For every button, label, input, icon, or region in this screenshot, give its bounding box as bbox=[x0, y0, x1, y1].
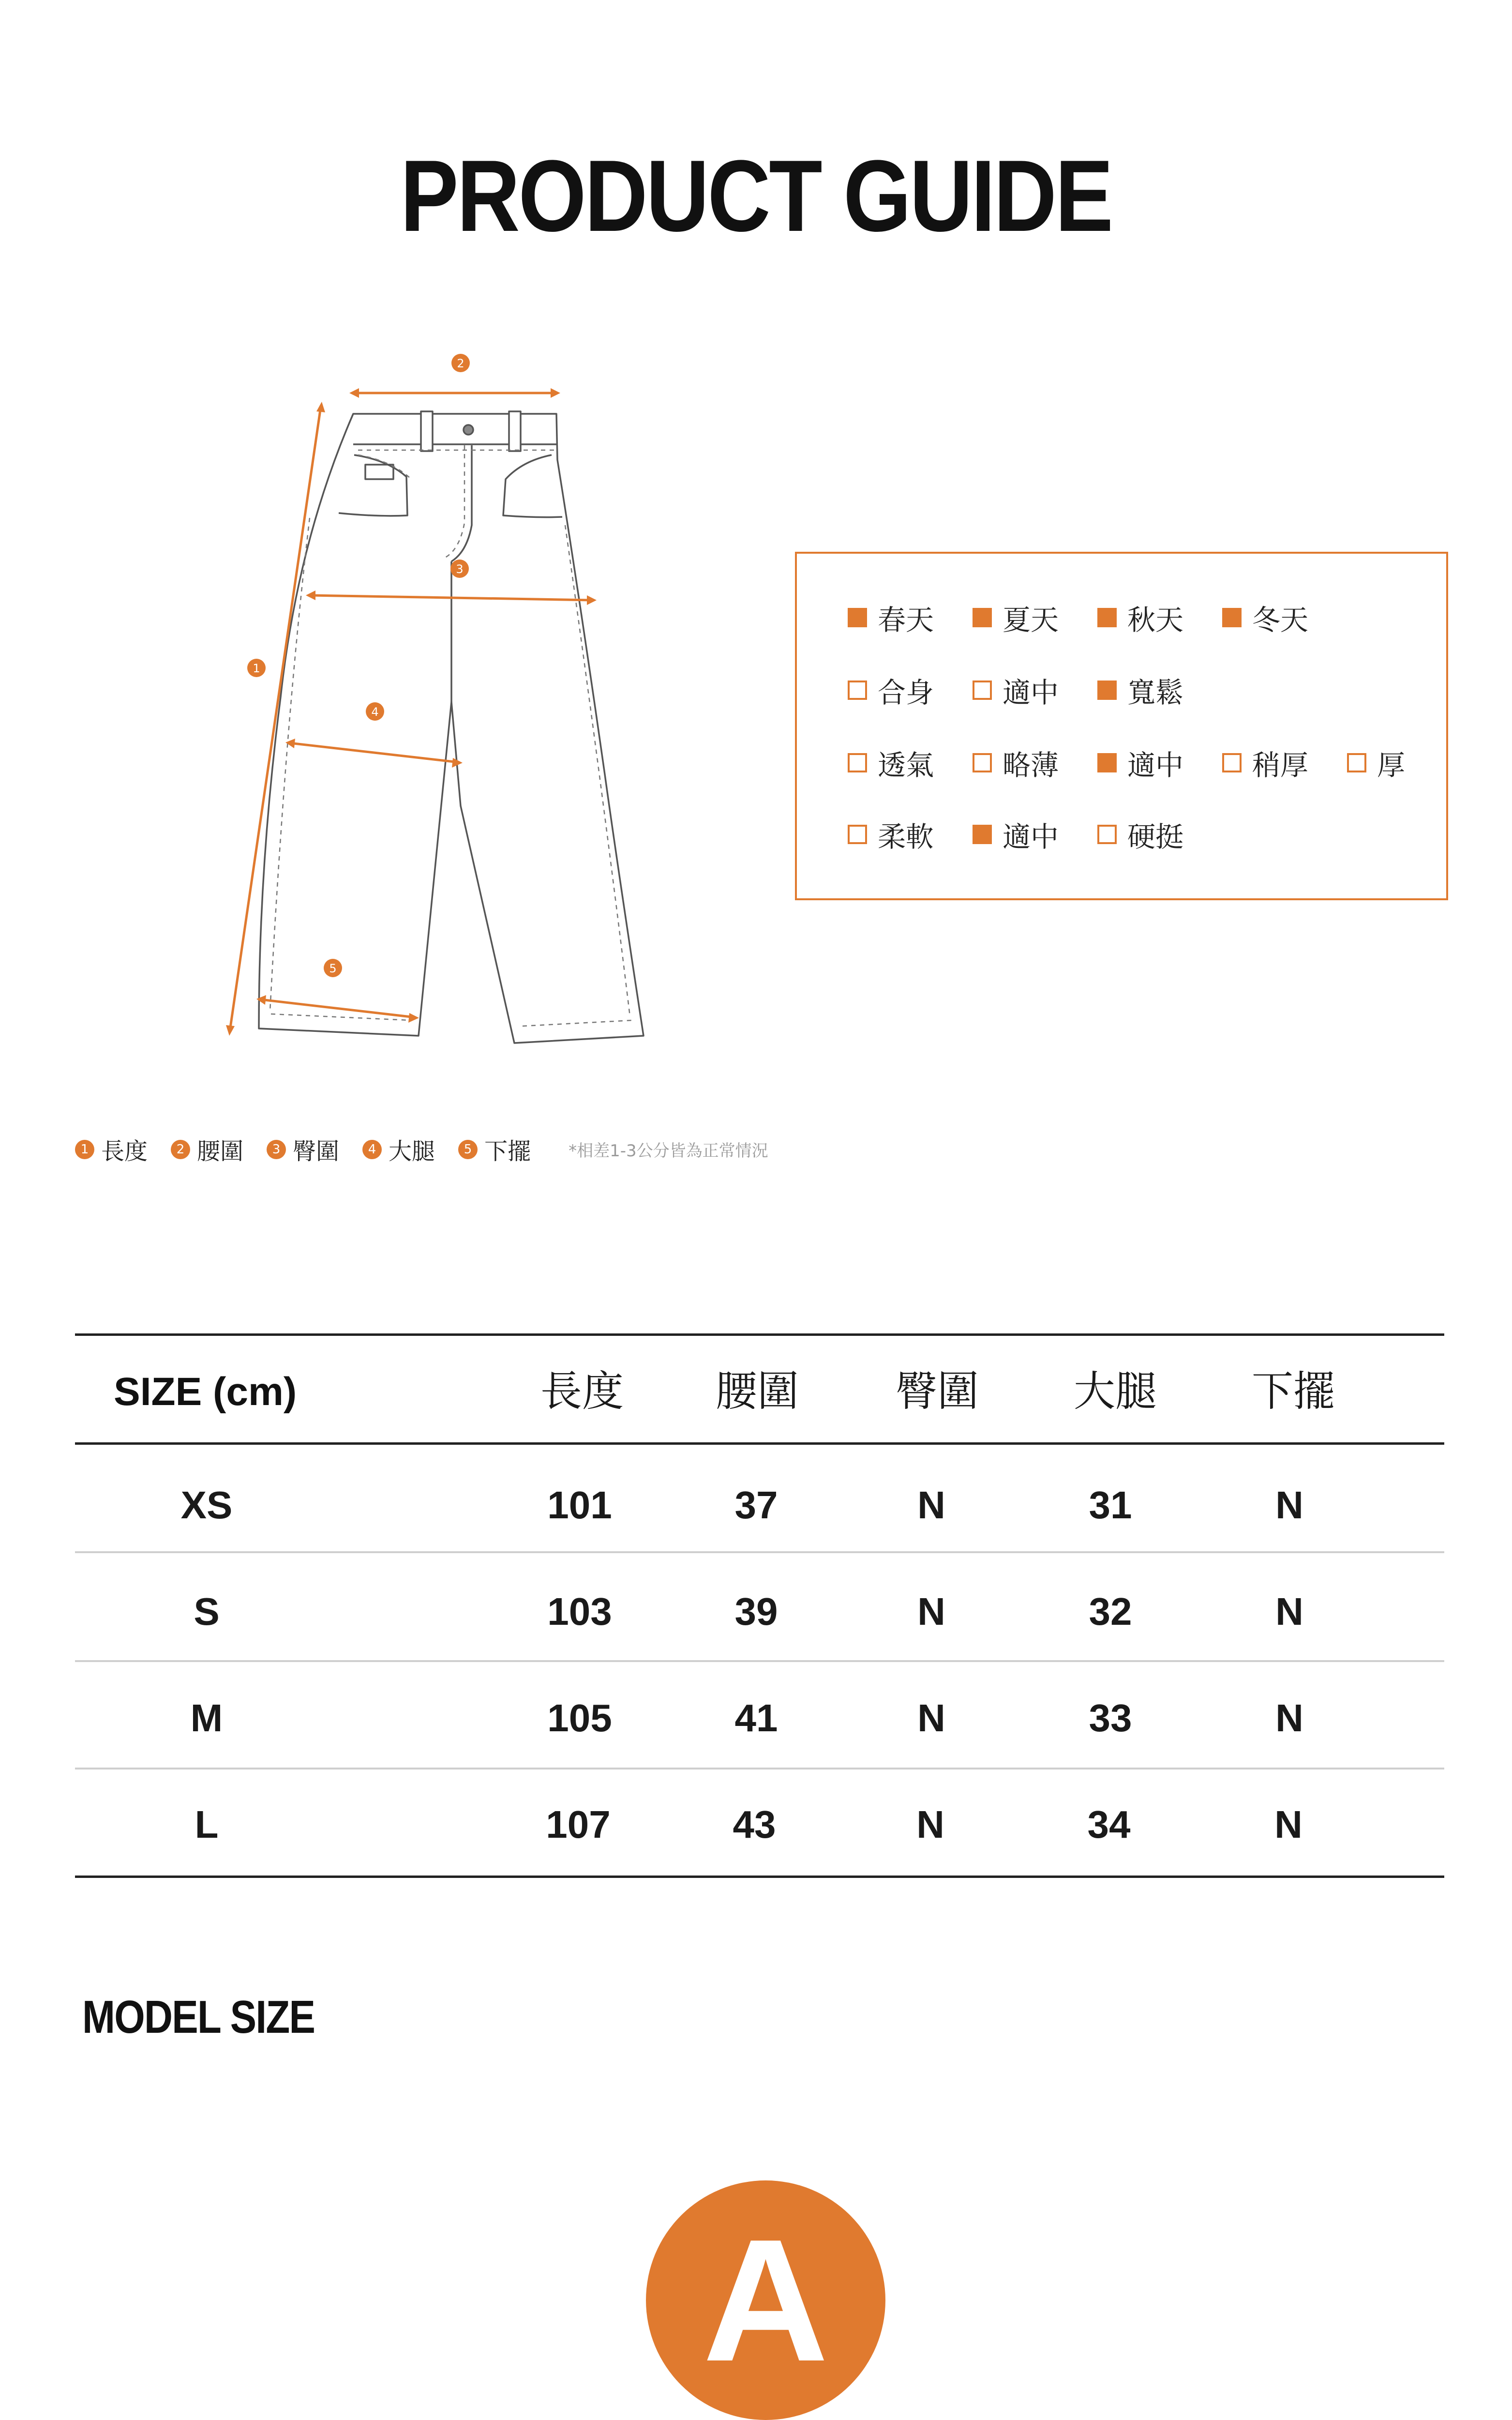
legend-item-length: 1 長度 bbox=[75, 1133, 148, 1166]
page-title: PRODUCT GUIDE bbox=[400, 139, 1112, 253]
table-rule bbox=[75, 1333, 1444, 1336]
legend-number: 3 bbox=[267, 1140, 286, 1159]
checkbox-unchecked bbox=[848, 681, 867, 700]
legend-number: 1 bbox=[75, 1140, 94, 1159]
checkbox-checked bbox=[1097, 681, 1117, 700]
attr-row-softness bbox=[848, 814, 1222, 855]
checkbox-unchecked bbox=[848, 825, 867, 844]
table-cell: 37 bbox=[734, 1483, 778, 1527]
table-cell: 101 bbox=[547, 1483, 612, 1527]
table-cell: 107 bbox=[546, 1803, 611, 1846]
table-cell: N bbox=[1275, 1590, 1303, 1633]
table-row-size: XS bbox=[180, 1483, 233, 1527]
checkbox-unchecked bbox=[1097, 825, 1117, 844]
legend-number: 2 bbox=[171, 1140, 190, 1159]
table-cell: N bbox=[916, 1803, 944, 1846]
attr-option: 硬挺 bbox=[1097, 814, 1222, 855]
table-cell: 39 bbox=[734, 1590, 778, 1633]
attr-option: 柔軟 bbox=[848, 814, 973, 855]
table-cell: N bbox=[1275, 1483, 1303, 1527]
checkbox-unchecked bbox=[973, 681, 992, 700]
marker-2: 2 bbox=[457, 357, 464, 370]
model-size-title: MODEL SIZE bbox=[82, 1991, 315, 2043]
attribute-box bbox=[795, 552, 1448, 900]
legend-item-thigh: 4 大腿 bbox=[362, 1133, 435, 1166]
attr-option: 略薄 bbox=[973, 742, 1097, 783]
legend-item-hem: 5 下擺 bbox=[458, 1133, 531, 1166]
checkbox-checked bbox=[973, 825, 992, 844]
marker-3: 3 bbox=[456, 562, 464, 576]
table-cell: 34 bbox=[1087, 1803, 1131, 1846]
attr-option: 適中 bbox=[1097, 742, 1222, 783]
measure-markers bbox=[247, 354, 470, 977]
table-rule bbox=[75, 1768, 1444, 1770]
column-header-length: 長度 bbox=[540, 1367, 624, 1416]
table-row-size: S bbox=[194, 1590, 220, 1633]
table-cell: 105 bbox=[547, 1696, 612, 1739]
attr-option: 合身 bbox=[848, 670, 973, 711]
table-cell: 33 bbox=[1089, 1696, 1132, 1739]
table-cell: 43 bbox=[733, 1803, 776, 1846]
table-cell: 31 bbox=[1089, 1483, 1132, 1527]
attr-option: 秋天 bbox=[1097, 597, 1222, 638]
table-cell: N bbox=[917, 1590, 945, 1633]
column-header-hem: 下擺 bbox=[1252, 1367, 1335, 1416]
attr-row-season bbox=[848, 597, 1347, 638]
attr-option: 冬天 bbox=[1222, 597, 1347, 638]
legend-item-waist: 2 腰圍 bbox=[171, 1133, 243, 1166]
table-row-size: M bbox=[190, 1696, 223, 1739]
attr-row-fit bbox=[848, 670, 1222, 711]
marker-1: 1 bbox=[253, 662, 260, 675]
column-header-waist: 腰圍 bbox=[716, 1367, 799, 1416]
attr-option: 適中 bbox=[973, 670, 1097, 711]
table-cell: N bbox=[1275, 1696, 1303, 1739]
checkbox-checked bbox=[1222, 608, 1242, 627]
checkbox-checked bbox=[1097, 753, 1117, 772]
attr-row-thickness bbox=[848, 742, 1420, 783]
table-cell: 32 bbox=[1089, 1590, 1132, 1633]
legend-item-hip: 3 臀圍 bbox=[267, 1133, 339, 1166]
checkbox-unchecked bbox=[973, 753, 992, 772]
marker-5: 5 bbox=[329, 962, 337, 975]
table-row-size: L bbox=[195, 1803, 219, 1846]
attr-option: 稍厚 bbox=[1222, 742, 1347, 783]
size-column-header: SIZE (cm) bbox=[114, 1370, 297, 1414]
table-cell: N bbox=[1274, 1803, 1302, 1846]
table-cell: N bbox=[917, 1483, 945, 1527]
checkbox-checked bbox=[848, 608, 867, 627]
attr-option: 適中 bbox=[973, 814, 1097, 855]
checkbox-checked bbox=[1097, 608, 1117, 627]
checkbox-checked bbox=[973, 608, 992, 627]
legend-number: 5 bbox=[458, 1140, 478, 1159]
checkbox-unchecked bbox=[1347, 753, 1366, 772]
table-cell: 41 bbox=[734, 1696, 778, 1739]
checkbox-unchecked bbox=[1222, 753, 1242, 772]
table-cell: N bbox=[917, 1696, 945, 1739]
attr-option: 寬鬆 bbox=[1097, 670, 1222, 711]
marker-4: 4 bbox=[371, 705, 379, 719]
table-cell: 103 bbox=[547, 1590, 612, 1633]
pants-diagram bbox=[213, 334, 668, 1060]
attr-option: 春天 bbox=[848, 597, 973, 638]
measurement-legend bbox=[75, 1133, 768, 1166]
legend-number: 4 bbox=[362, 1140, 382, 1159]
table-rule bbox=[75, 1876, 1444, 1878]
table-rule bbox=[75, 1551, 1444, 1553]
checkbox-unchecked bbox=[848, 753, 867, 772]
column-header-thigh: 大腿 bbox=[1074, 1367, 1157, 1416]
attr-option: 厚 bbox=[1347, 742, 1420, 783]
model-badge: A bbox=[646, 2180, 885, 2420]
column-header-hip: 臀圍 bbox=[896, 1367, 979, 1416]
table-rule bbox=[75, 1660, 1444, 1662]
attr-option: 透氣 bbox=[848, 742, 973, 783]
tolerance-note: *相差1-3公分皆為正常情況 bbox=[569, 1141, 768, 1161]
table-rule bbox=[75, 1442, 1444, 1445]
attr-option: 夏天 bbox=[973, 597, 1097, 638]
